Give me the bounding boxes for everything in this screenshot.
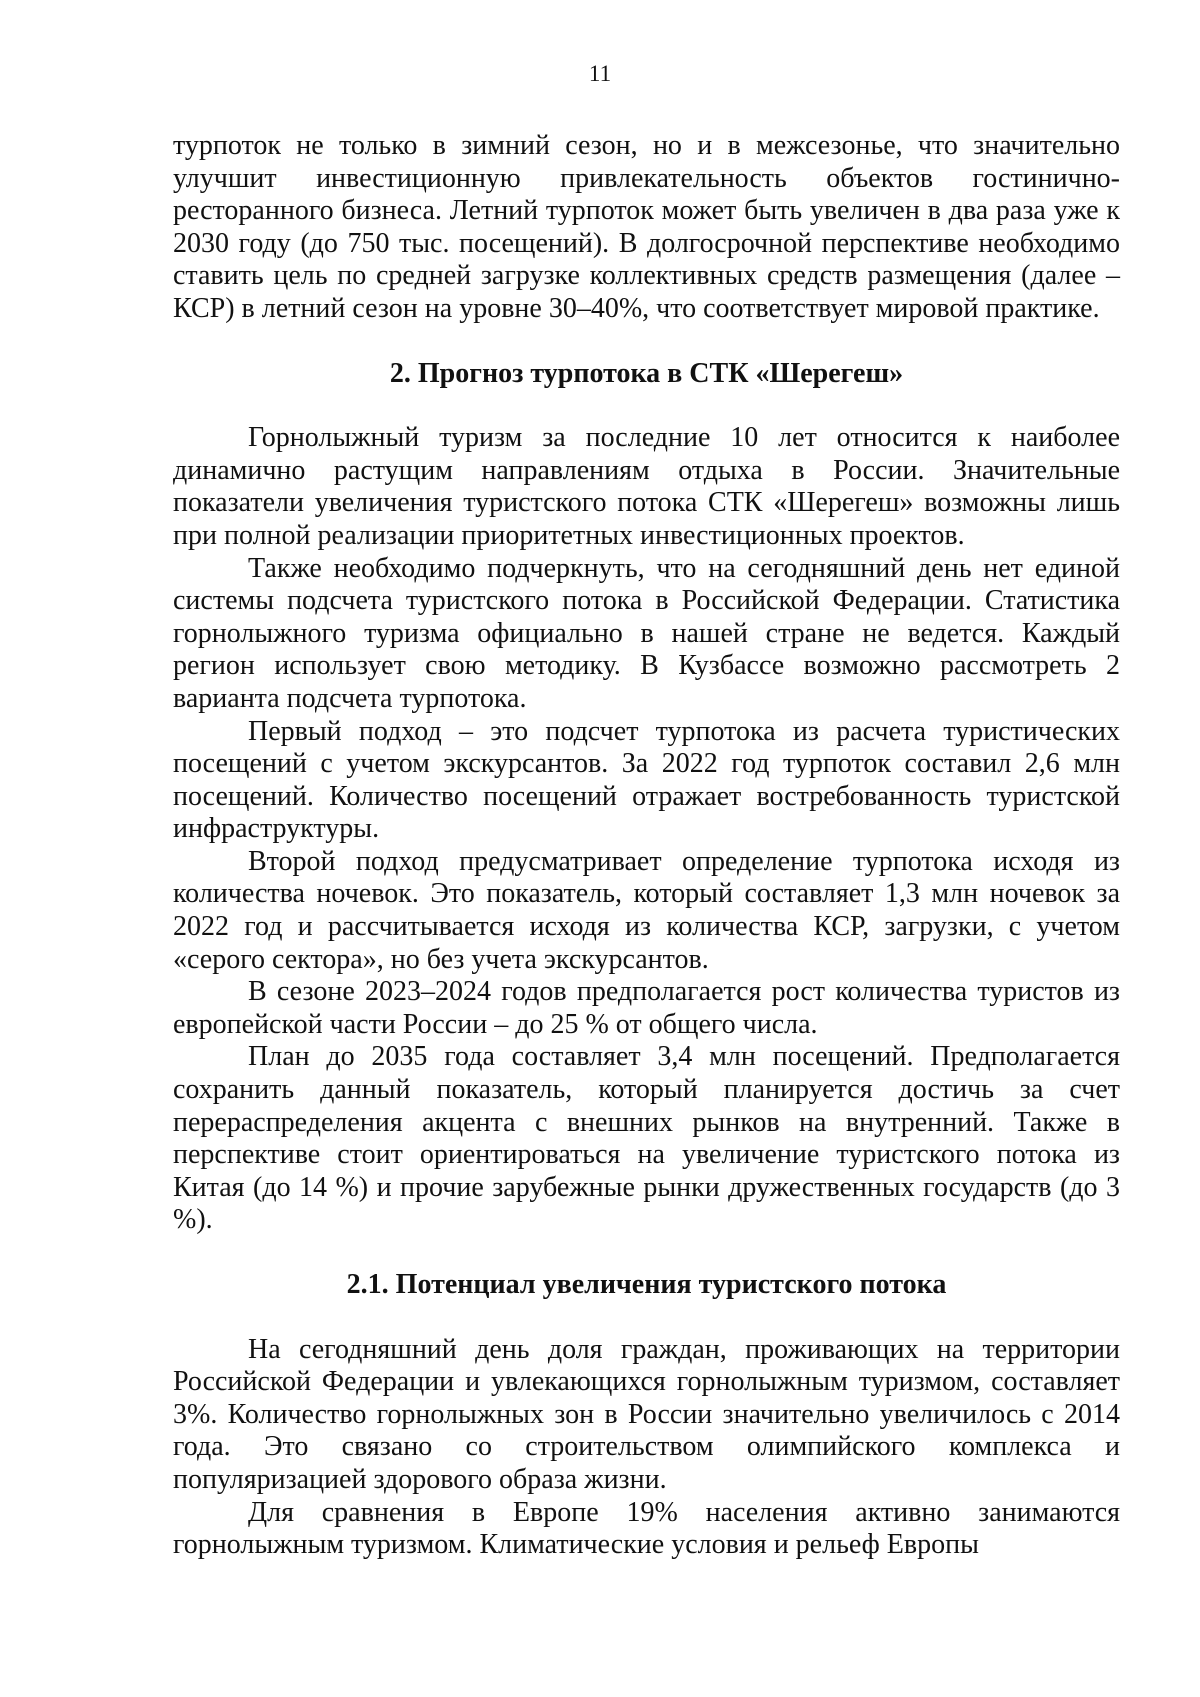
spacer: [173, 1237, 1120, 1269]
paragraph-intro-continuation: турпоток не только в зимний сезон, но и в межсезонье, что значительно улучшит инвестиционную привлекательность объектов гостинично-ресторанного бизнеса. Летний турпоток может быть увеличен в два раза уже к 2030 году (до 750 тыс. посещений). В долгосрочной перспективе необходимо ставить цель по средней загрузке коллективных средств размещения (далее – КСР) в летний сезон на уровне 30–40%, что соответствует мировой практике.: [173, 130, 1120, 324]
section-heading-forecast: 2. Прогноз турпотока в СТК «Шерегеш»: [389, 357, 904, 389]
spacer: [173, 326, 1120, 358]
paragraph-season-forecast: В сезоне 2023–2024 годов предполагается рост количества туристов из европейской части России – до 25 % от общего числа.: [173, 976, 1120, 1040]
paragraph-counting-system: Также необходимо подчеркнуть, что на сегодняшний день нет единой системы подсчета туристского потока в Российской Федерации. Статистика горнолыжного туризма официально в нашей стране не ведется. Каждый регион использует свою методику. В Кузбассе возможно рассмотреть 2 варианта подсчета турпотока.: [173, 552, 1120, 714]
paragraph-plan-2035: План до 2035 года составляет 3,4 млн посещений. Предполагается сохранить данный показатель, который планируется достичь за счет перераспределения акцента с внешних рынков на внутренний. Также в перспективе стоит ориентироваться на увеличение туристского потока из Китая (до 14 %) и прочие зарубежные рынки дружественных государств (до 3 %).: [173, 1041, 1120, 1236]
paragraph-europe-comparison: Для сравнения в Европе 19% населения активно занимаются горнолыжным туризмом. Климатические условия и рельеф Европы: [173, 1496, 1120, 1561]
section-heading-potential: 2.1. Потенциал увеличения туристского потока: [346, 1269, 947, 1300]
spacer: [173, 390, 1120, 422]
document-body: [173, 130, 1120, 1562]
page-number: 11: [588, 61, 612, 86]
spacer: [173, 1302, 1120, 1334]
paragraph-second-approach: Второй подход предусматривает определение турпотока исходя из количества ночевок. Это показатель, который составляет 1,3 млн ночевок за 2022 год и рассчитывается исходя из количества КСР, загрузки, с учетом «серого сектора», но без учета экскурсантов.: [173, 845, 1120, 975]
paragraph-first-approach: Первый подход – это подсчет турпотока из расчета туристических посещений с учетом экскурсантов. За 2022 год турпоток составил 2,6 млн посещений. Количество посещений отражает востребованность туристской инфраструктуры.: [173, 715, 1120, 845]
paragraph-ski-tourism-growth: Горнолыжный туризм за последние 10 лет относится к наиболее динамично растущим направлениям отдыха в России. Значительные показатели увеличения туристского потока СТК «Шерегеш» возможны лишь при полной реализации приоритетных инвестиционных проектов.: [173, 422, 1120, 551]
paragraph-citizen-share: На сегодняшний день доля граждан, проживающих на территории Российской Федерации и увлекающихся горнолыжным туризмом, составляет 3%. Количество горнолыжных зон в России значительно увеличилось с 2014 года. Это связано со строительством олимпийского комплекса и популяризацией здорового образа жизни.: [173, 1333, 1120, 1495]
